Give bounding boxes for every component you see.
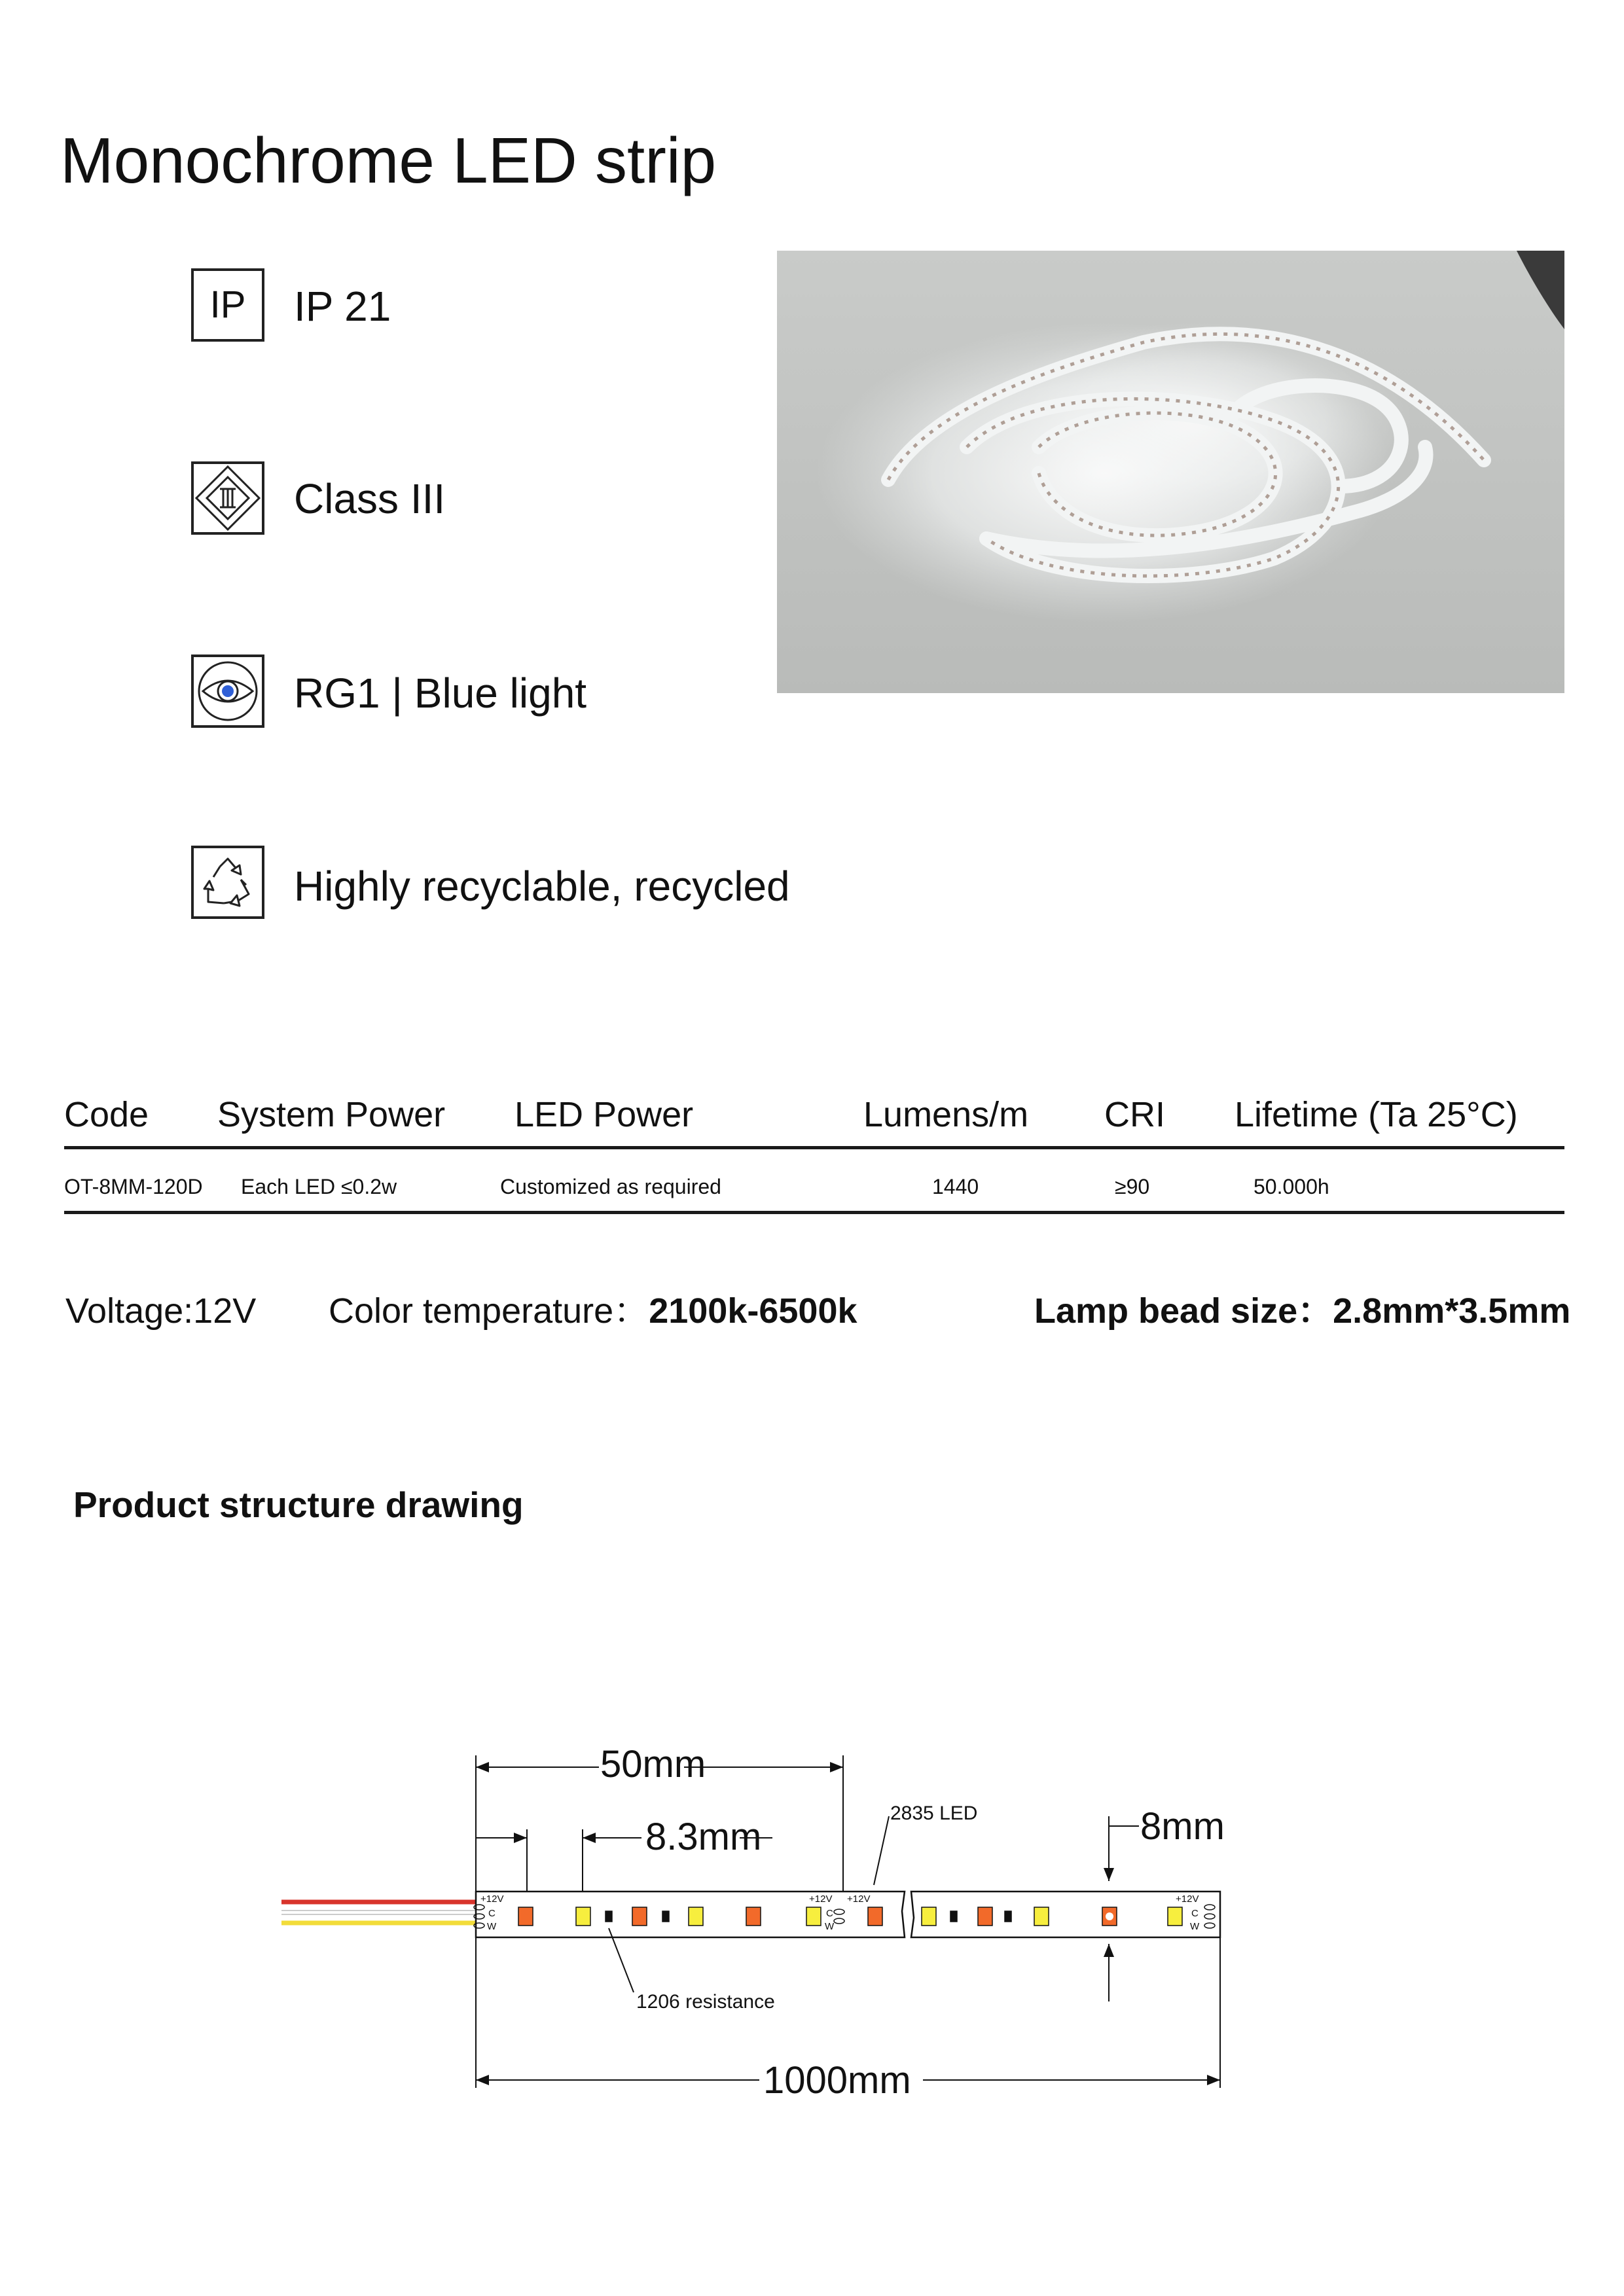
led-strip-photo <box>777 251 1564 693</box>
dim-label-8mm: 8mm <box>1140 1805 1225 1848</box>
table-cell-led-power: Customized as required <box>500 1175 721 1198</box>
pad-c-right: C <box>1191 1908 1199 1919</box>
ip-icon <box>191 268 264 342</box>
pad-w-left: W <box>487 1921 497 1932</box>
led-yellow <box>689 1907 703 1926</box>
section-title: Product structure drawing <box>73 1484 524 1525</box>
led-orange <box>978 1907 992 1926</box>
pad-12v-mid-2: +12V <box>847 1893 871 1905</box>
table-header-cri: CRI <box>1104 1095 1165 1134</box>
table-header-lumens: Lumens/m <box>863 1095 1029 1134</box>
table-header-code: Code <box>64 1095 149 1134</box>
dim-label-50mm: 50mm <box>600 1743 706 1785</box>
recycle-icon <box>191 846 264 919</box>
table-cell-lumens: 1440 <box>932 1175 979 1198</box>
led-orange <box>518 1907 533 1926</box>
pad-w-mid: W <box>825 1921 835 1932</box>
table-cell-cri: ≥90 <box>1115 1175 1150 1198</box>
led-yellow <box>922 1907 936 1926</box>
feature-label-class-iii: Class III <box>294 475 446 522</box>
table-top-rule <box>64 1146 1564 1149</box>
spec-color-temperature-value: 2100k-6500k <box>649 1291 857 1331</box>
table-cell-system-power: Each LED ≤0.2w <box>241 1175 397 1198</box>
class-iii-icon <box>191 461 264 535</box>
table-header-system-power: System Power <box>217 1095 446 1134</box>
spec-bead-size-value: 2.8mm*3.5mm <box>1333 1291 1571 1331</box>
leader-2835-led <box>874 1816 889 1885</box>
resistor <box>1005 1911 1011 1922</box>
label-2835-led: 2835 LED <box>890 1803 978 1824</box>
product-photo <box>777 251 1564 693</box>
label-1206-resistance: 1206 resistance <box>636 1991 775 2013</box>
feature-label-ip: IP 21 <box>294 283 391 330</box>
feature-label-blue-light: RG1 | Blue light <box>294 670 587 717</box>
eye-icon <box>191 655 264 728</box>
led-orange <box>746 1907 761 1926</box>
table-cell-lifetime: 50.000h <box>1254 1175 1329 1198</box>
resistor <box>950 1911 957 1922</box>
ip-icon-text: IP <box>209 283 246 326</box>
class-iii-symbol <box>194 464 262 532</box>
resistor <box>662 1911 669 1922</box>
page-title: Monochrome LED strip <box>60 124 717 196</box>
spec-color-temperature <box>329 1293 857 1329</box>
recycle-symbol <box>194 848 262 916</box>
structure-drawing <box>275 1734 1296 2108</box>
led-yellow <box>1034 1907 1049 1926</box>
table-header-lifetime: Lifetime (Ta 25°C) <box>1235 1095 1518 1134</box>
led-yellow <box>1168 1907 1182 1926</box>
spec-color-temperature-label: Color temperature： <box>329 1291 649 1331</box>
table-header-led-power: LED Power <box>514 1095 694 1134</box>
pad-12v-right: +12V <box>1176 1893 1199 1905</box>
pad-c-left: C <box>488 1908 496 1919</box>
dim-label-1000mm: 1000mm <box>763 2059 911 2102</box>
pad-12v-mid: +12V <box>809 1893 833 1905</box>
spec-voltage: Voltage:12V <box>65 1291 257 1331</box>
led-yellow <box>806 1907 821 1926</box>
led-yellow <box>576 1907 590 1926</box>
pad-c-mid: C <box>826 1908 833 1919</box>
spec-bead-size <box>1034 1293 1570 1329</box>
eye-symbol <box>194 657 262 725</box>
pad-12v-left: +12V <box>480 1893 504 1905</box>
spec-bead-size-label: Lamp bead size： <box>1034 1291 1333 1331</box>
feature-label-recycle: Highly recyclable, recycled <box>294 863 790 910</box>
pad-w-right: W <box>1190 1921 1200 1932</box>
structure-drawing-svg <box>275 1734 1296 2108</box>
dim-label-8-3mm: 8.3mm <box>645 1816 762 1858</box>
led-orange <box>868 1907 882 1926</box>
table-bottom-rule <box>64 1211 1564 1214</box>
table-cell-code: OT-8MM-120D <box>64 1175 203 1198</box>
led-orange <box>632 1907 647 1926</box>
resistor <box>605 1911 612 1922</box>
